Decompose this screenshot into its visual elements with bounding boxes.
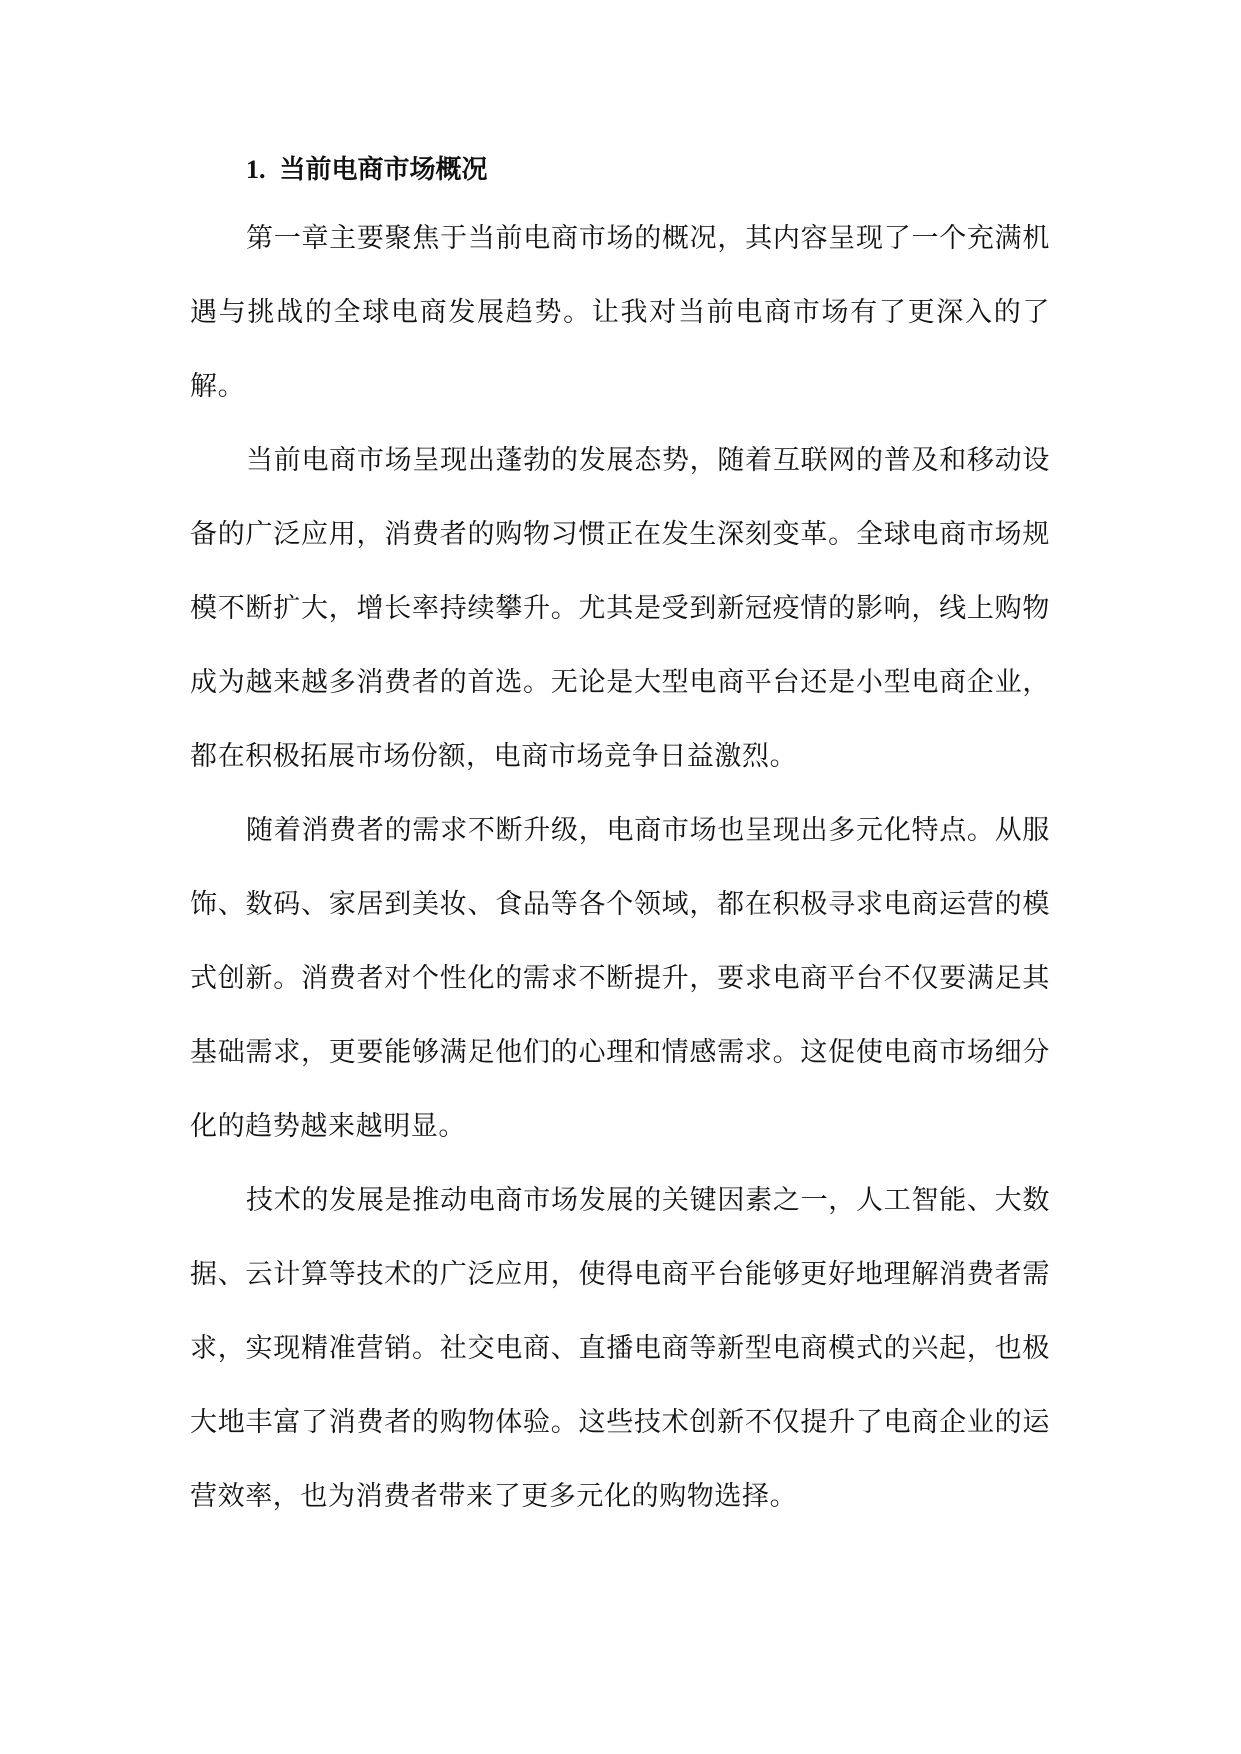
- paragraph-1: 第一章主要聚焦于当前电商市场的概况，其内容呈现了一个充满机遇与挑战的全球电商发展趋势。让我对当前电商市场有了更深入的了解。: [190, 223, 1050, 402]
- section-title: 当前电商市场概况: [279, 155, 488, 185]
- section-number: 1.: [246, 155, 266, 184]
- paragraph-3: 随着消费者的需求不断升级，电商市场也呈现出多元化特点。从服饰、数码、家居到美妆、食品等各个领域，都在积极寻求电商运营的模式创新。消费者对个性化的需求不断提升，要求电商平台不仅要满足其基础需求，更要能够满足他们的心理和情感需求。这促使电商市场细分化的趋势越来越明显。: [190, 815, 1050, 1142]
- section-heading: [246, 150, 488, 190]
- paragraph-4: 技术的发展是推动电商市场发展的关键因素之一，人工智能、大数据、云计算等技术的广泛应用，使得电商平台能够更好地理解消费者需求，实现精准营销。社交电商、直播电商等新型电商模式的兴起，也极大地丰富了消费者的购物体验。这些技术创新不仅提升了电商企业的运营效率，也为消费者带来了更多元化的购物选择。: [190, 1185, 1050, 1512]
- paragraph-2: 当前电商市场呈现出蓬勃的发展态势，随着互联网的普及和移动设备的广泛应用，消费者的购物习惯正在发生深刻变革。全球电商市场规模不断扩大，增长率持续攀升。尤其是受到新冠疫情的影响，线上购物成为越来越多消费者的首选。无论是大型电商平台还是小型电商企业，都在积极拓展市场份额，电商市场竞争日益激烈。: [190, 445, 1050, 772]
- body-text: [190, 202, 1050, 1534]
